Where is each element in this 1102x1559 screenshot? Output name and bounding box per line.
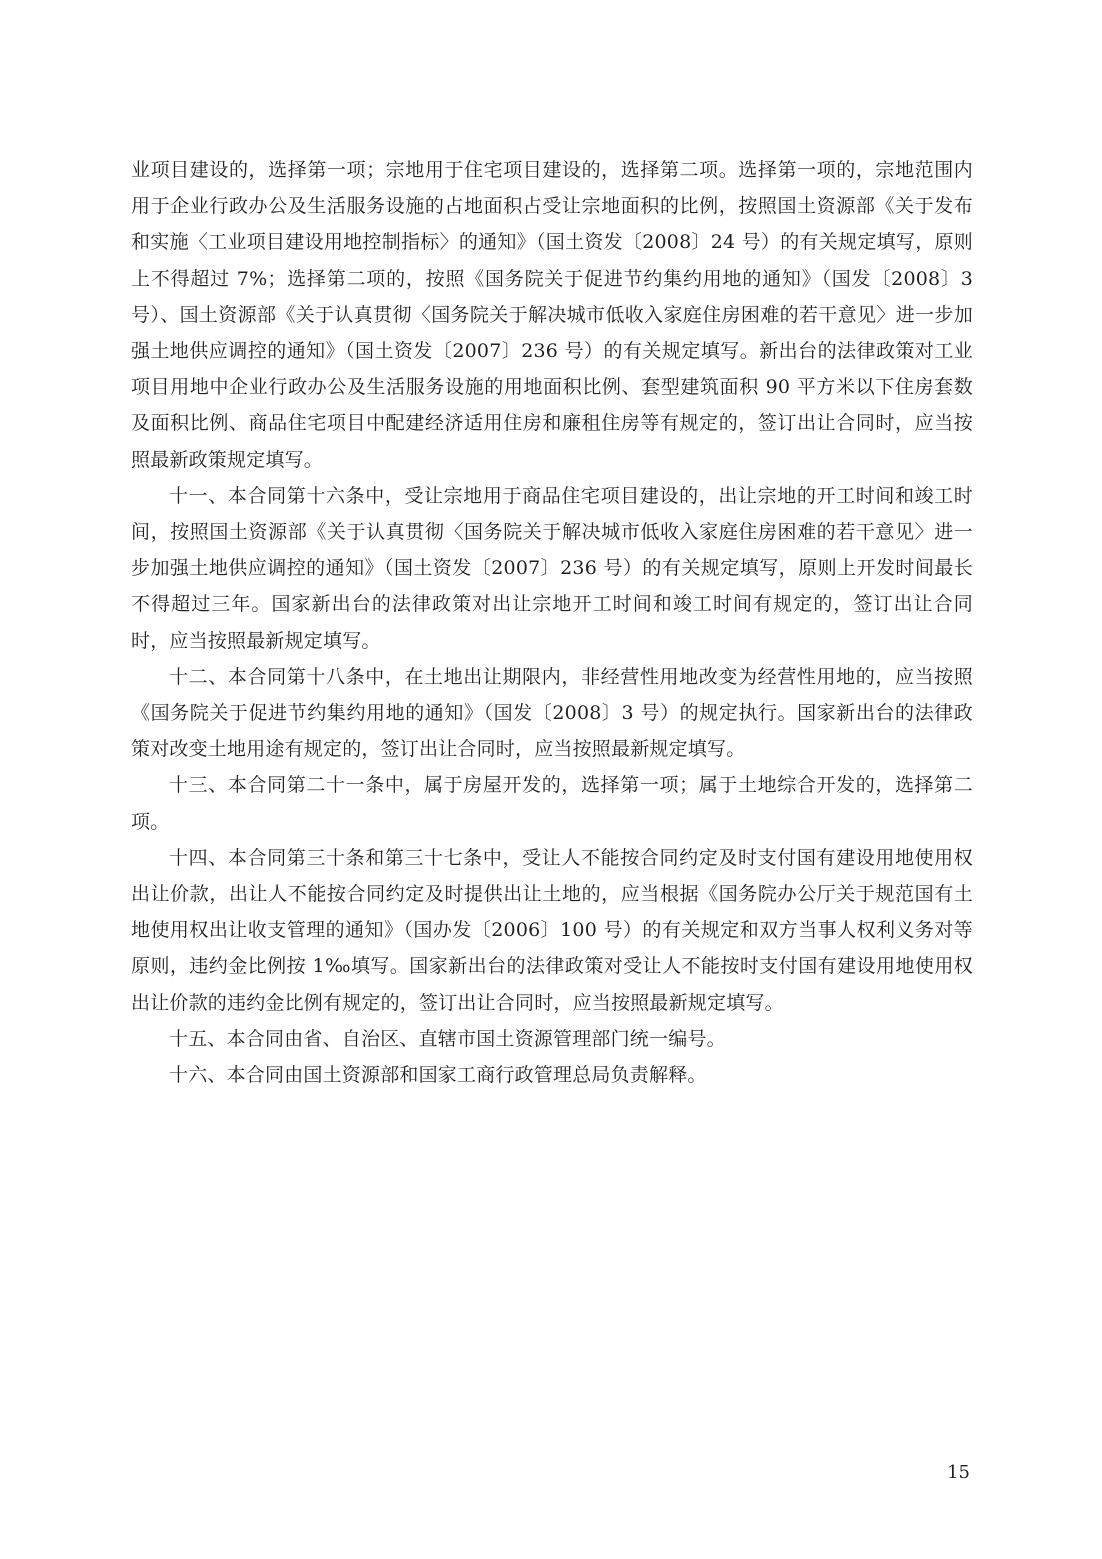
- paragraph-item-11: 十一、本合同第十六条中，受让宗地用于商品住宅项目建设的，出让宗地的开工时间和竣工时间，按照国土资源部《关于认真贯彻〈国务院关于解决城市低收入家庭住房困难的若干意见〉进一步加强土地供应调控的通知》（国土资发〔2007〕236 号）的有关规定填写，原则上开发时间最长不得超过三年。国家新出台的法律政策对出让宗地开工时间和竣工时间有规定的，签订出让合同时，应当按照最新规定填写。: [131, 484, 973, 652]
- paragraph-item-12: 十二、本合同第十八条中，在土地出让期限内，非经营性用地改变为经营性用地的，应当按照《国务院关于促进节约集约用地的通知》（国发〔2008〕3 号）的规定执行。国家新出台的法律政策对改变土地用途有规定的，签订出让合同时，应当按照最新规定填写。: [131, 665, 973, 761]
- paragraph-item-13: 十三、本合同第二十一条中，属于房屋开发的，选择第一项；属于土地综合开发的，选择第二项。: [131, 774, 973, 833]
- paragraph-item-15: 十五、本合同由省、自治区、直辖市国土资源管理部门统一编号。: [169, 1027, 726, 1050]
- paragraph-continued: 业项目建设的，选择第一项；宗地用于住宅项目建设的，选择第二项。选择第一项的，宗地范围内用于企业行政办公及生活服务设施的占地面积占受让宗地面积的比例，按照国土资源部《关于发布和实施〈工业项目建设用地控制指标〉的通知》（国土资发〔2008〕24 号）的有关规定填写，原则上不得超过 7%；选择第二项的，按照《国务院关于促进节约集约用地的通知》（国发〔2008〕3 号）、国土资源部《关于认真贯彻〈国务院关于解决城市低收入家庭住房困难的若干意见〉进一步加强土地供应调控的通知》（国土资发〔2007〕236 号）的有关规定填写。新出台的法律政策对工业项目用地中企业行政办公及生活服务设施的用地面积比例、套型建筑面积 90 平方米以下住房套数及面积比例、商品住宅项目中配建经济适用住房和廉租住房等有规定的，签订出让合同时，应当按照最新政策规定填写。: [131, 159, 973, 471]
- paragraph-item-16: 十六、本合同由国土资源部和国家工商行政管理总局负责解释。: [169, 1064, 707, 1087]
- page-number: 15: [947, 1462, 970, 1483]
- body-text: [131, 152, 973, 1093]
- paragraph-item-14: 十四、本合同第三十条和第三十七条中，受让人不能按合同约定及时支付国有建设用地使用权出让价款，出让人不能按合同约定及时提供出让土地的，应当根据《国务院办公厅关于规范国有土地使用权出让收支管理的通知》（国办发〔2006〕100 号）的有关规定和双方当事人权利义务对等原则，违约金比例按 1‰填写。国家新出台的法律政策对受让人不能按时支付国有建设用地使用权出让价款的违约金比例有规定的，签订出让合同时，应当按照最新规定填写。: [131, 846, 973, 1014]
